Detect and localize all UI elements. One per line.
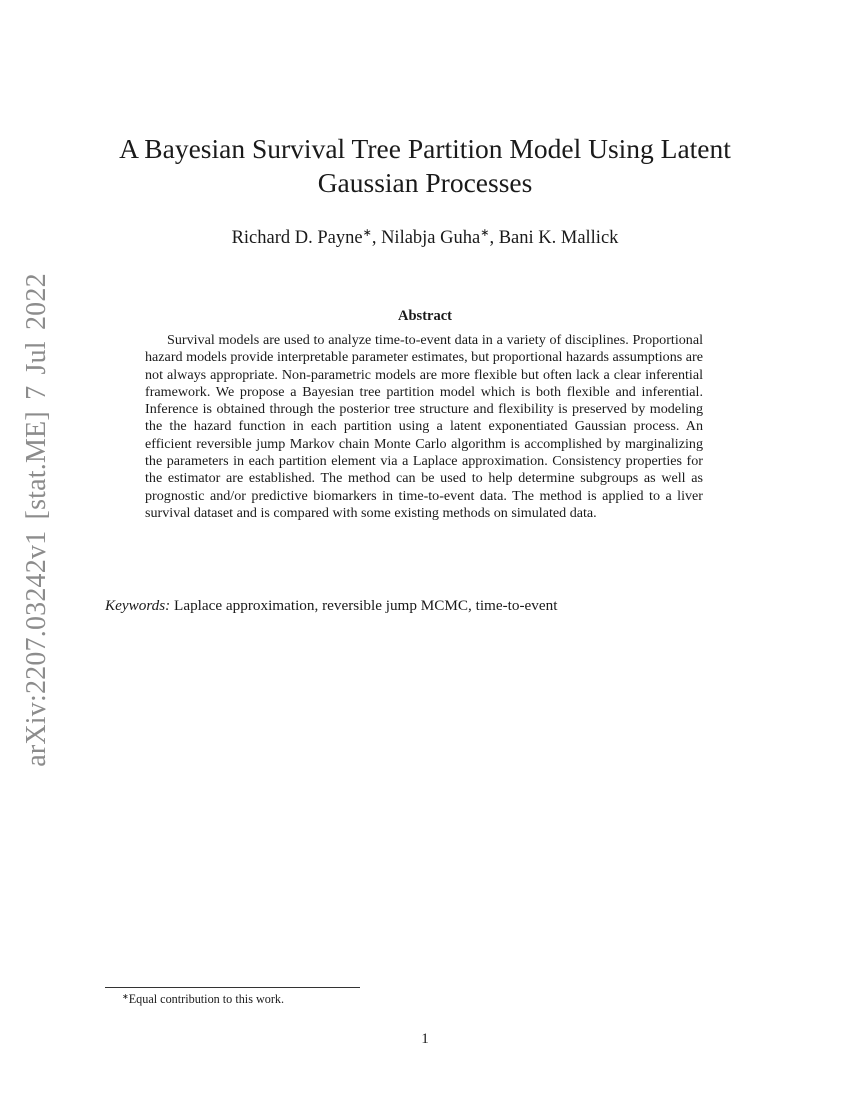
title-line-2: Gaussian Processes: [317, 167, 533, 198]
page-number: 1: [421, 1031, 429, 1047]
author-separator: ,: [371, 228, 382, 248]
author-footnote-mark: ∗: [480, 227, 490, 239]
author-footnote-mark: ∗: [362, 227, 372, 239]
keywords-line: [105, 597, 557, 615]
keywords-text: Laplace approximation, reversible jump MCMC, time-to-event: [174, 597, 558, 614]
author-separator: ,: [489, 228, 499, 248]
title-line-1: A Bayesian Survival Tree Partition Model Using Latent: [119, 133, 731, 164]
author-name: Bani K. Mallick: [498, 228, 619, 248]
arxiv-identifier-stamp: arXiv:2207.03242v1 [stat.ME] 7 Jul 2022: [21, 273, 52, 767]
abstract-heading: Abstract: [398, 308, 452, 324]
paper-title: [0, 132, 850, 200]
abstract-body: Survival models are used to analyze time-to-event data in a variety of disciplines. Proportional hazard models provide interpretable parameter estimates, but proportional hazards assumptions are not always appropriate. Non-parametric models are more flexible but often lack a clear inferential framework. We propose a Bayesian tree partition model which is both flexible and inferential. Inference is obtained through the posterior tree structure and flexibility is preserved by modeling the the hazard function in each partition using a latent exponentiated Gaussian process. An efficient reversible jump Markov chain Monte Carlo algorithm is accomplished by marginalizing the parameters in each partition element via a Laplace approximation. Consistency properties for the estimator are established. The method can be used to help determine subgroups as well as prognostic and/or predictive biomarkers in time-to-event data. The method is applied to a liver survival dataset and is compared with some existing methods on simulated data.: [145, 332, 703, 521]
footnote-text: Equal contribution to this work.: [128, 992, 285, 1006]
footnote-rule: [105, 987, 360, 988]
author-list: [0, 226, 850, 249]
footnote-mark: ∗: [122, 992, 129, 1001]
author-name: Nilabja Guha: [381, 228, 481, 248]
keywords-label: Keywords:: [105, 597, 171, 614]
footnote: [122, 992, 284, 1007]
author-name: Richard D. Payne: [231, 228, 363, 248]
